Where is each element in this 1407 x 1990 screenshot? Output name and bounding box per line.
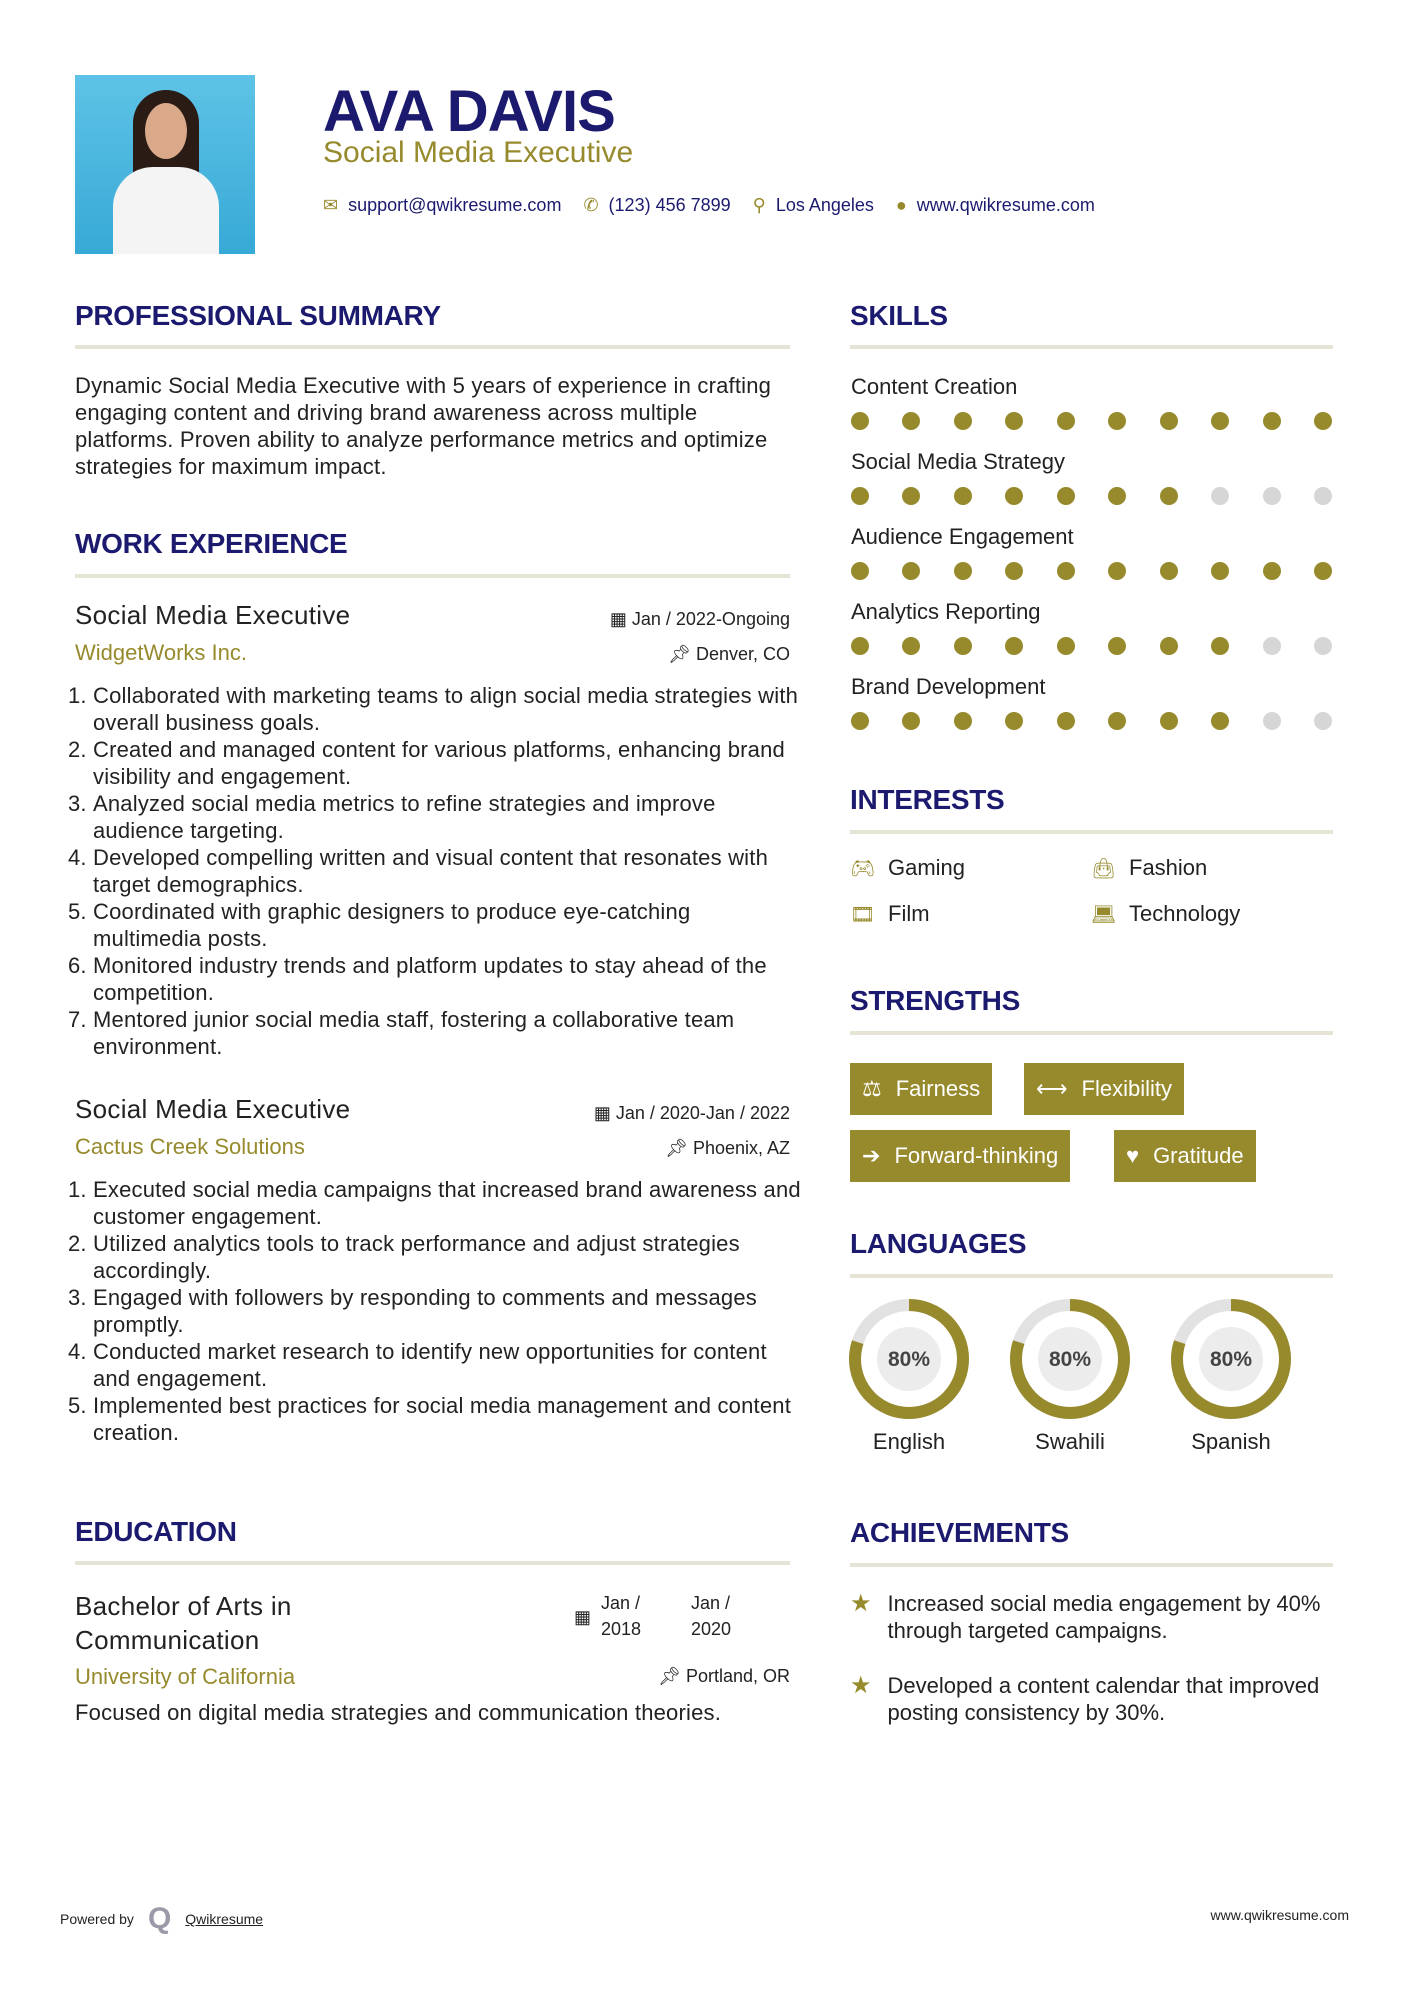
rating-dot-filled [851,487,869,505]
education-end: Jan / 2020 [691,1593,732,1639]
language-percent: 80% [1209,1348,1253,1371]
powered-by-label: Powered by [60,1911,134,1927]
language-progress-ring [1169,1297,1293,1421]
list-item: 7. Mentored junior social media staff, fostering a collaborative team environment. [93,1006,804,1060]
education-start: Jan / 2018 [601,1593,642,1639]
languages-heading: LANGUAGES [850,1228,1027,1259]
rating-dot-filled [1108,412,1126,430]
strength-badge [850,1063,992,1115]
contact-website[interactable]: www.qwikresume.com [916,195,1095,215]
degree-title: Bachelor of Arts in Communication [75,1591,292,1655]
summary-text: Dynamic Social Media Executive with 5 years of experience in crafting engaging content and driving brand awareness across multiple platforms. Proven ability to analyze performance metrics and optimize strategies for maximum impact. [75,373,772,479]
rating-dot-filled [1211,637,1229,655]
rating-dot-filled [1005,412,1023,430]
arrows-horizontal-icon: ⟷ [1036,1076,1068,1101]
list-item: 3. Engaged with followers by responding to comments and messages promptly. [93,1284,804,1338]
education-location-text: Portland, OR [685,1666,790,1686]
divider [850,1031,1333,1035]
company-name: Cactus Creek Solutions [75,1134,305,1159]
strength-label: Flexibility [1081,1076,1173,1101]
footer-website[interactable]: www.qwikresume.com [1210,1907,1349,1923]
job-dates-text: Jan / 2020-Jan / 2022 [615,1103,790,1123]
achievement-item [850,1672,1340,1726]
contact-bar [323,195,1095,216]
list-item: 2. Utilized analytics tools to track performance and adjust strategies accordingly. [93,1230,804,1284]
interest-label: Fashion [1129,855,1208,880]
arrow-right-icon: ➔ [862,1143,881,1168]
list-item: 4. Conducted market research to identify new opportunities for content and engagement. [93,1338,804,1392]
rating-dot-empty [1314,487,1332,505]
pushpin-icon: 📌︎ [658,1666,686,1686]
envelope-icon: ✉ [323,195,339,215]
rating-dot-filled [1160,487,1178,505]
job-title: Social Media Executive [75,1094,351,1124]
skill-name: Social Media Strategy [851,449,1065,474]
rating-dot-filled [1057,562,1075,580]
skill-name: Brand Development [851,674,1046,699]
rating-dot-filled [902,712,920,730]
rating-dot-filled [954,412,972,430]
rating-dot-empty [1211,487,1229,505]
job-dates [610,609,790,630]
rating-dot-filled [1057,412,1075,430]
skill-name: Content Creation [851,374,1018,399]
responsibilities-list [74,682,804,1060]
strength-label: Forward-thinking [894,1143,1059,1168]
shooting-star-icon: ★ [850,1672,872,1699]
interest-item [1091,901,1240,927]
rating-dot-filled [1160,637,1178,655]
experience-heading: WORK EXPERIENCE [75,528,348,559]
divider [75,574,790,578]
divider [850,345,1333,349]
job-location [665,1138,790,1159]
list-item: 2. Created and managed content for various platforms, enhancing brand visibility and engagement. [93,736,804,790]
interests-heading: INTERESTS [850,784,1005,815]
skill-rating [851,712,1332,730]
job-location-text: Phoenix, AZ [692,1138,790,1158]
education-location [658,1666,790,1687]
achievement-text: Increased social media engagement by 40% through targeted campaigns. [887,1591,1321,1643]
contact-email[interactable]: support@qwikresume.com [348,195,562,215]
balance-scale-icon: ⚖ [862,1076,882,1101]
laptop-icon: 💻︎ [1091,903,1117,926]
job-location [668,644,790,665]
rating-dot-empty [1263,487,1281,505]
rating-dot-filled [1108,712,1126,730]
rating-dot-filled [851,712,869,730]
divider [75,345,790,349]
powered-by [60,1902,263,1936]
rating-dot-filled [902,412,920,430]
strength-label: Gratitude [1153,1143,1244,1168]
interest-label: Gaming [888,855,966,880]
rating-dot-filled [1263,562,1281,580]
language-percent: 80% [1048,1348,1092,1371]
brand-link[interactable]: Qwikresume [185,1911,264,1927]
strengths-heading: STRENGTHS [850,985,1020,1016]
interest-item [850,901,930,927]
divider [850,1563,1333,1567]
achievements-heading: ACHIEVEMENTS [850,1517,1069,1548]
film-icon: 🎞︎ [850,903,876,926]
language-item [1166,1297,1296,1455]
phone-icon: ✆ [583,195,599,215]
rating-dot-filled [851,637,869,655]
strength-badge [1024,1063,1184,1115]
list-item: 6. Monitored industry trends and platform updates to stay ahead of the competition. [93,952,804,1006]
list-item: 4. Developed compelling written and visual content that resonates with target demographics. [93,844,804,898]
pushpin-icon: 📌︎ [668,644,696,664]
rating-dot-filled [1005,712,1023,730]
rating-dot-filled [851,412,869,430]
profile-photo [75,75,255,254]
rating-dot-filled [1005,562,1023,580]
rating-dot-filled [954,487,972,505]
rating-dot-filled [1057,712,1075,730]
candidate-title: Social Media Executive [323,136,634,169]
skill-name: Audience Engagement [851,524,1074,549]
responsibilities-list [74,1176,804,1446]
rating-dot-filled [1108,637,1126,655]
shopping-bag-icon: 👜︎ [1091,857,1117,880]
education-dates [574,1590,751,1642]
achievement-text: Developed a content calendar that improved posting consistency by 30%. [887,1673,1320,1725]
language-name: Spanish [1191,1429,1271,1454]
interest-label: Technology [1129,901,1241,926]
education-heading: EDUCATION [75,1516,237,1547]
rating-dot-filled [954,712,972,730]
list-item: 5. Coordinated with graphic designers to produce eye-catching multimedia posts. [93,898,804,952]
divider [75,1561,790,1565]
rating-dot-filled [1314,412,1332,430]
achievement-item [850,1590,1340,1644]
skill-rating [851,487,1332,505]
strength-label: Fairness [895,1076,981,1101]
rating-dot-filled [902,562,920,580]
strength-badge [1114,1130,1256,1182]
skill-rating [851,412,1332,430]
language-progress-ring [1008,1297,1132,1421]
interest-item [850,855,965,881]
school-name: University of California [75,1664,296,1689]
rating-dot-filled [954,562,972,580]
job-location-text: Denver, CO [695,644,790,664]
list-item: 1. Executed social media campaigns that increased brand awareness and customer engagement. [93,1176,804,1230]
list-item: 5. Implemented best practices for social media management and content creation. [93,1392,804,1446]
rating-dot-filled [1005,637,1023,655]
rating-dot-filled [1211,562,1229,580]
strength-badge [850,1130,1070,1182]
rating-dot-filled [1108,487,1126,505]
language-percent: 80% [887,1348,931,1371]
rating-dot-empty [1314,712,1332,730]
rating-dot-empty [1314,637,1332,655]
job-title: Social Media Executive [75,600,351,630]
skills-heading: SKILLS [850,300,948,331]
skill-name: Analytics Reporting [851,599,1041,624]
language-name: English [872,1429,946,1454]
rating-dot-filled [1160,562,1178,580]
pushpin-icon: 📌︎ [665,1138,693,1158]
calendar-icon: ▦ [593,1103,616,1123]
calendar-icon: ▦ [609,609,632,629]
rating-dot-empty [1263,637,1281,655]
candidate-name: AVA DAVIS [323,79,615,144]
rating-dot-filled [1160,712,1178,730]
heart-icon: ♥ [1126,1143,1140,1168]
job-dates [594,1103,790,1124]
rating-dot-filled [1057,637,1075,655]
skill-rating [851,637,1332,655]
list-item: 3. Analyzed social media metrics to refine strategies and improve audience targeting. [93,790,804,844]
rating-dot-filled [1005,487,1023,505]
summary-heading: PROFESSIONAL SUMMARY [75,300,441,331]
contact-phone: (123) 456 7899 [608,195,731,215]
skill-rating [851,562,1332,580]
map-marker-icon: ⚲ [752,195,766,215]
gamepad-icon: 🎮︎ [850,857,876,880]
list-item: 1. Collaborated with marketing teams to align social media strategies with overall business goals. [93,682,804,736]
job-dates-text: Jan / 2022-Ongoing [631,609,790,629]
rating-dot-filled [1211,712,1229,730]
rating-dot-filled [1108,562,1126,580]
rating-dot-filled [1160,412,1178,430]
divider [850,1274,1333,1278]
rating-dot-filled [902,637,920,655]
language-name: Swahili [1035,1429,1105,1454]
rating-dot-filled [902,487,920,505]
rating-dot-filled [1314,562,1332,580]
contact-location: Los Angeles [775,195,874,215]
calendar-icon: ▦ [574,1607,592,1627]
rating-dot-filled [1211,412,1229,430]
rating-dot-filled [851,562,869,580]
rating-dot-filled [954,637,972,655]
rating-dot-filled [1057,487,1075,505]
divider [850,830,1333,834]
interest-item [1091,855,1207,881]
language-progress-ring [847,1297,971,1421]
qwikresume-logo-icon: Q [147,1902,172,1935]
rating-dot-filled [1263,412,1281,430]
globe-icon: ● [895,195,907,215]
interest-label: Film [888,901,930,926]
shooting-star-icon: ★ [850,1590,872,1617]
company-name: WidgetWorks Inc. [75,640,247,665]
rating-dot-empty [1263,712,1281,730]
language-item [1005,1297,1135,1455]
language-item [844,1297,974,1455]
education-description: Focused on digital media strategies and communication theories. [75,1700,722,1725]
